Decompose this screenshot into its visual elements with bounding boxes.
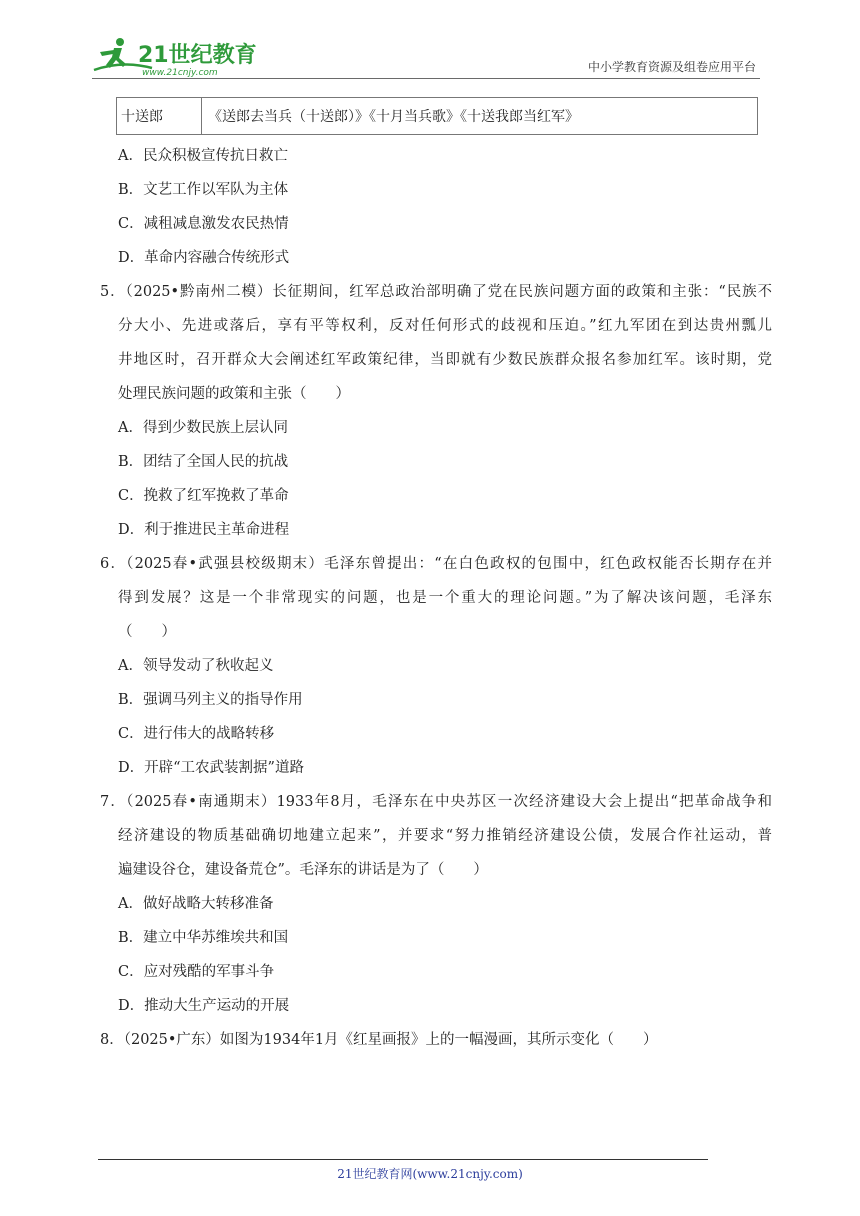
- q7-stem-line: 遍建设谷仓，建设备荒仓”。毛泽东的讲话是为了（ ）: [118, 862, 488, 878]
- q6-option-c: C．进行伟大的战略转移: [118, 726, 275, 742]
- question-content: [100, 139, 772, 1057]
- svg-text:www.21cnjy.com: www.21cnjy.com: [142, 68, 218, 78]
- q5-stem-line: 分大小、先进或落后，享有平等权利，反对任何形式的歧视和压迫。”红九军团在到达贵州瓢儿: [118, 318, 772, 334]
- table-cell-name: 十送郎: [117, 98, 202, 135]
- svg-text:21世纪教育: 21世纪教育: [138, 43, 257, 68]
- q4-option-a: A．民众积极宣传抗日救亡: [118, 148, 288, 164]
- q6-stem-line: 得到发展？这是一个非常现实的问题，也是一个重大的理论问题。”为了解决该问题，毛泽东: [118, 590, 772, 606]
- song-table: [116, 97, 758, 135]
- q7-stem-line: 经济建设的物质基础确切地建立起来”，并要求“努力推销经济建设公债，发展合作社运动，普: [118, 828, 772, 844]
- q7-option-c: C．应对残酷的军事斗争: [118, 964, 275, 980]
- q6-option-a: A．领导发动了秋收起义: [118, 658, 274, 674]
- q7-option-d: D．推动大生产运动的开展: [118, 998, 290, 1014]
- q4-option-d: D．革命内容融合传统形式: [118, 250, 290, 266]
- q8-stem-line: 8．（2025•广东）如图为1934年1月《红星画报》上的一幅漫画，其所示变化（ ）: [100, 1032, 658, 1048]
- logo-21cnjy: [92, 34, 262, 80]
- q4-option-b: B．文艺工作以军队为主体: [118, 182, 289, 198]
- platform-name: 中小学教育资源及组卷应用平台: [587, 60, 756, 74]
- q5-option-b: B．团结了全国人民的抗战: [118, 454, 289, 470]
- table-row: [117, 98, 758, 135]
- table-cell-songs: 《送郎去当兵（十送郎）》《十月当兵歌》《十送我郎当红军》: [202, 98, 758, 135]
- q7-option-a: A．做好战略大转移准备: [118, 896, 274, 912]
- header-divider: [92, 78, 760, 79]
- q5-option-c: C．挽救了红军挽救了革命: [118, 488, 289, 504]
- q6-option-d: D．开辟“工农武装割据”道路: [118, 760, 304, 776]
- q5-option-a: A．得到少数民族上层认同: [118, 420, 288, 436]
- q7-stem-line: 7．（2025春•南通期末）1933年8月，毛泽东在中央苏区一次经济建设大会上提出“把革命战争和: [100, 794, 772, 810]
- q7-option-b: B．建立中华苏维埃共和国: [118, 930, 289, 946]
- q6-stem-line: 6．（2025春•武强县校级期末）毛泽东曾提出：“在白色政权的包围中，红色政权能否长期存在并: [100, 556, 772, 572]
- page-header: [0, 0, 860, 90]
- q4-option-c: C．减租减息激发农民热情: [118, 216, 289, 232]
- footer-link[interactable]: 21世纪教育网(www.21cnjy.com): [337, 1167, 523, 1181]
- q5-stem-line: 处理民族问题的政策和主张（ ）: [118, 386, 350, 402]
- q6-option-b: B．强调马列主义的指导作用: [118, 692, 303, 708]
- q5-stem-line: 井地区时，召开群众大会阐述红军政策纪律，当即就有少数民族群众报名参加红军。该时期，党: [118, 352, 772, 368]
- q6-stem-line: （ ）: [118, 624, 176, 640]
- q5-stem-line: 5．（2025•黔南州二模）长征期间，红军总政治部明确了党在民族问题方面的政策和主张：“民族不: [100, 284, 772, 300]
- footer-divider: [98, 1159, 708, 1160]
- q5-option-d: D．利于推进民主革命进程: [118, 522, 290, 538]
